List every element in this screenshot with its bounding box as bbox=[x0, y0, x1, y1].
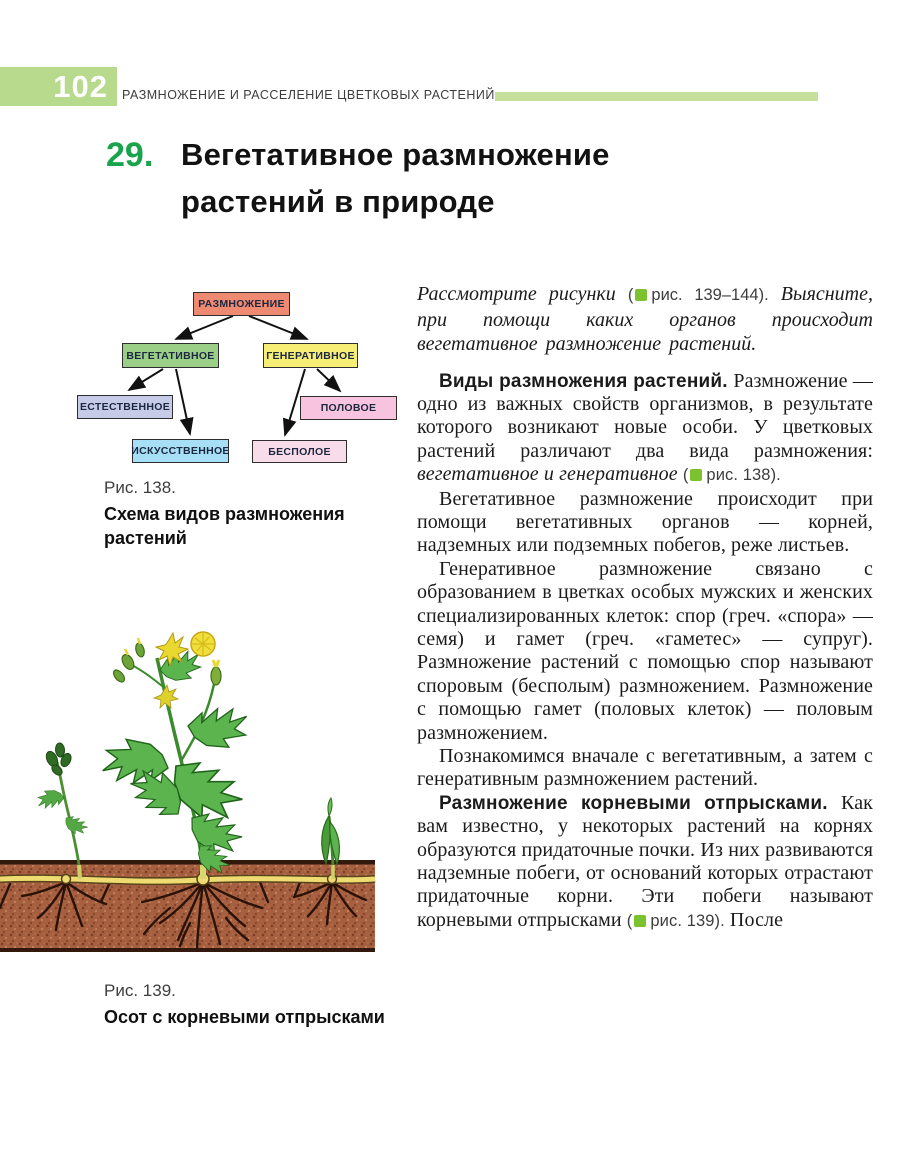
figure-ref-square-icon bbox=[690, 469, 702, 481]
figure-reference: ( рис. 138). bbox=[682, 466, 781, 485]
text-segment: вегетативное и генеративное bbox=[417, 463, 678, 486]
sow-thistle-illustration bbox=[0, 618, 378, 958]
section-number: 29. bbox=[106, 136, 154, 174]
main-plant bbox=[96, 632, 254, 879]
article-text bbox=[417, 282, 873, 933]
text-segment: Генеративное размножение связано с образованием в цветках особых мужских и женских специализированных клеток: спор (греч. «спора» — семя) и гамет (греч. «гаметес» — супруг). Размножение растений с помощью спор называют споровым (бесполым) размножением. Размножение с помощью гамет (половых клеток) — половым размножением. bbox=[417, 557, 873, 744]
diagram-node-iskusstvennoe: ИСКУССТВЕННОЕ bbox=[132, 439, 229, 463]
diagram-node-razmnozhenie: РАЗМНОЖЕНИЕ bbox=[193, 292, 290, 316]
figure-ref-square-icon bbox=[634, 915, 646, 927]
figure-number: Рис. 139. bbox=[104, 981, 176, 1000]
left-shoot bbox=[34, 743, 90, 879]
text-segment: Выясните, при помощи каких органов происходит вегетативное размножение растений. bbox=[417, 283, 873, 355]
figure-reference: ( рис. 139). bbox=[626, 911, 725, 930]
paragraph-vegetative bbox=[417, 488, 873, 558]
text-segment: Познакомимся вначале с вегетативным, а затем с генеративным размножением растений. bbox=[417, 745, 873, 791]
text-segment: После bbox=[724, 908, 784, 931]
diagram-node-generativnoe: ГЕНЕРАТИВНОЕ bbox=[263, 343, 358, 368]
paragraph-types-of-reproduction bbox=[417, 370, 873, 488]
text-segment: Рассмотрите рисунки bbox=[417, 283, 628, 305]
figure-138-caption bbox=[104, 478, 414, 550]
figure-139-caption bbox=[104, 981, 414, 1029]
text-segment: Размножение — одно из важных свойств организмов, в результате которого возникают новые особи. У цветковых растений различают два вида размножения: bbox=[417, 369, 873, 462]
page-number-badge bbox=[0, 67, 117, 106]
header-accent-bar bbox=[495, 92, 818, 101]
diagram-node-estestvennoe: ЕСТЕСТВЕННОЕ bbox=[77, 395, 173, 419]
diagram-node-bespoloe: БЕСПОЛОЕ bbox=[252, 440, 347, 463]
figure-reference: ( рис. 139–144). bbox=[627, 286, 769, 304]
paragraph-transition bbox=[417, 745, 873, 792]
figure-ref-square-icon bbox=[635, 289, 647, 301]
text-segment: Как вам известно, у некоторых растений на корнях образуются придаточные почки. Из них развиваются надземные побеги, от оснований которых отрастают придаточные корни. Эти побеги называют корневыми отпрысками bbox=[417, 791, 873, 931]
figure-number: Рис. 138. bbox=[104, 478, 176, 497]
page-number: 102 bbox=[53, 69, 108, 104]
diagram-node-polovoe: ПОЛОВОЕ bbox=[300, 396, 397, 420]
figure-caption: Осот с корневыми отпрысками bbox=[104, 1007, 385, 1027]
figure-caption: Схема видов размножения растений bbox=[104, 504, 345, 548]
text-segment: Виды размножения растений. bbox=[439, 370, 734, 392]
paragraph-root-suckers bbox=[417, 792, 873, 933]
chapter-title: Вегетативное размножение растений в природе bbox=[181, 137, 610, 219]
soil-band bbox=[0, 860, 375, 952]
text-segment: Вегетативное размножение происходит при помощи вегетативных органов — корней, надземных или подземных побегов, реже листьев. bbox=[417, 487, 873, 557]
text-segment: Размножение корневыми отпрысками. bbox=[439, 792, 842, 814]
intro-assignment bbox=[417, 282, 873, 357]
diagram-node-vegetativnoe: ВЕГЕТАТИВНОЕ bbox=[122, 343, 219, 368]
paragraph-generative bbox=[417, 558, 873, 745]
running-head: РАЗМНОЖЕНИЕ И РАССЕЛЕНИЕ ЦВЕТКОВЫХ РАСТЕНИЙ bbox=[122, 88, 495, 102]
